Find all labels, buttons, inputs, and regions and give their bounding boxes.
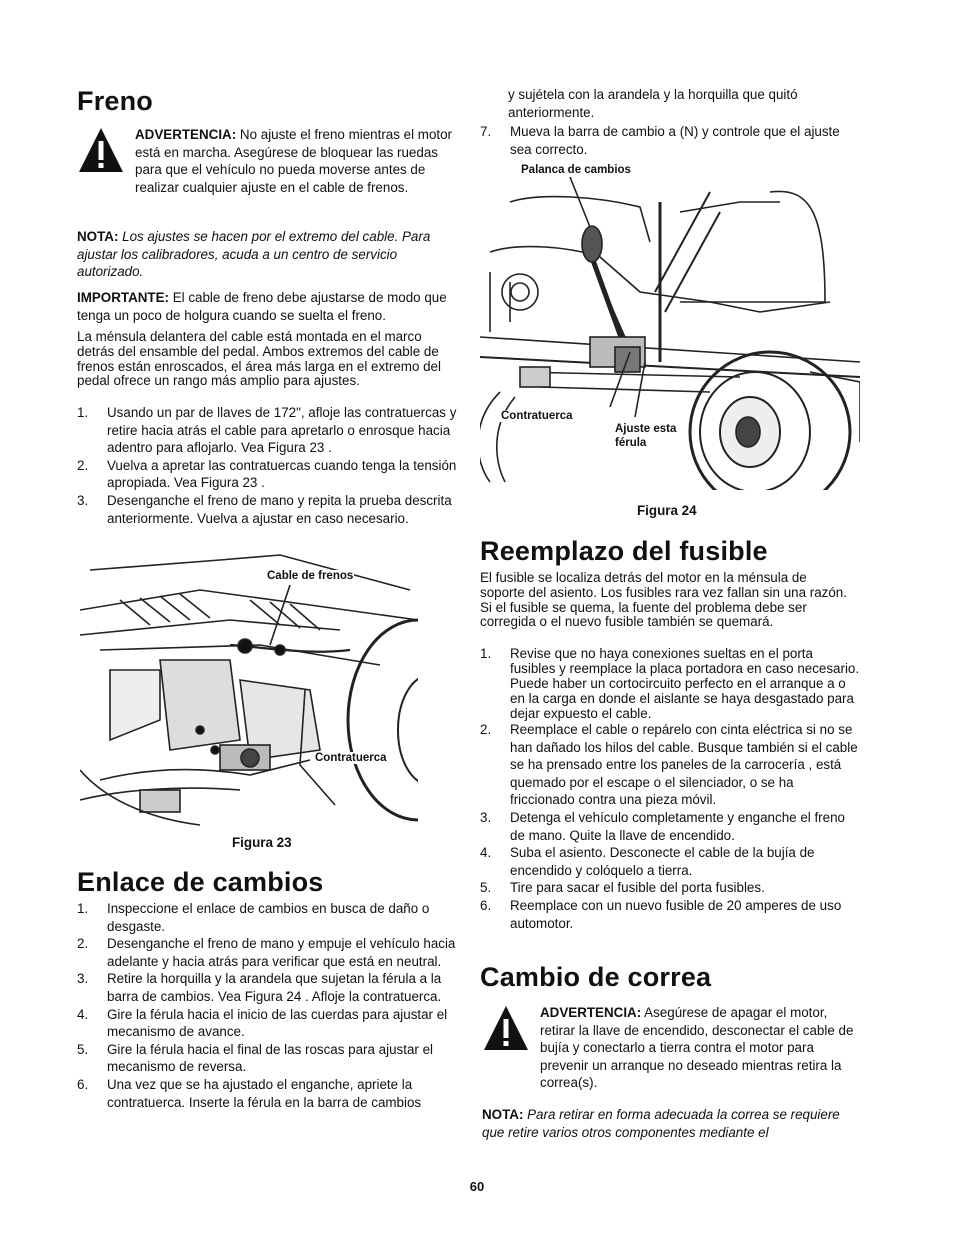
label-cable-de-frenos: Cable de frenos — [267, 570, 354, 582]
label-ajuste-esta-ferula: Ajuste esta férula — [614, 422, 680, 450]
nota-body: Para retirar en forma adecuada la correa se requiere que retire varios otros componentes mediante el — [482, 1107, 840, 1140]
importante-label: IMPORTANTE: — [77, 290, 169, 305]
list-item: 3. Detenga el vehículo completamente y enganche el freno de mano. Quite la llave de encendido. — [480, 809, 845, 843]
nota-label: NOTA: — [482, 1107, 524, 1122]
freno-warning-text — [135, 126, 457, 196]
list-item: 2. Reemplace el cable o repárelo con cinta eléctrica si no se han dañado los hilos del cable. Busque también si el cable se ha prensado entre los paneles de la carrocería , está quemado por el escape o el silenciador, o se ha friccionado contra una pieza móvil. — [480, 722, 858, 808]
label-contratuerca: Contratuerca — [315, 752, 387, 764]
list-item: 4. Suba el asiento. Desconecte el cable de la bujía de encendido y colóquelo a tierra. — [480, 845, 815, 878]
list-item: 6. Reemplace con un nuevo fusible de 20 amperes de uso automotor. — [480, 897, 842, 931]
list-item: 2. Vuelva a apretar las contratuercas cuando tenga la tensión apropiada. Vea Figura 23 . — [77, 457, 457, 491]
enlace-steps — [77, 900, 457, 1111]
list-item: 1. Revise que no haya conexiones sueltas en el porta fusibles y reemplace la placa portadora en caso necesario. Puede haber un cortocircuito perfecto en el arranque a o en la carga en donde el aislante se haya desgastado para dejar expuesto el cable. — [480, 646, 860, 721]
fusible-steps — [480, 646, 860, 932]
page-number: 60 — [469, 1179, 485, 1194]
correa-warning-text — [540, 1004, 860, 1092]
warning-label: ADVERTENCIA: — [540, 1005, 642, 1020]
freno-steps — [77, 404, 457, 527]
enlace-step-7 — [480, 123, 860, 158]
section-title-freno: Freno — [77, 86, 154, 116]
list-item: 7. Mueva la barra de cambio a (N) y controle que el ajuste sea correcto. — [480, 124, 840, 157]
section-title-correa: Cambio de correa — [480, 962, 712, 992]
list-item: 5. Gire la férula hacia el final de las roscas para ajustar el mecanismo de reversa. — [77, 1041, 434, 1075]
nota-body: Los ajustes se hacen por el extremo del cable. Para ajustar los calibradores, acuda a un centro de servicio autorizado. — [77, 229, 431, 280]
freno-nota — [77, 228, 457, 281]
freno-warning — [77, 126, 457, 222]
correa-nota — [482, 1106, 860, 1141]
brake-assembly-illustration — [80, 550, 418, 828]
list-item: 4. Gire la férula hacia el inicio de las cuerdas para ajustar el mecanismo de avance. — [77, 1006, 448, 1040]
warning-triangle-icon — [482, 1004, 530, 1052]
list-item: 1. Usando un par de llaves de 172", afloje las contratuercas y retire hacia atrás el cable para apretarlo o enrosque hacia adentro para aflojarlo. Vea Figura 23 . — [77, 405, 457, 456]
nota-label: NOTA: — [77, 229, 119, 244]
list-item: 3. Desenganche el freno de mano y repita la prueba descrita anteriormente. Vuelva a ajustar en caso necesario. — [77, 492, 452, 526]
list-item: 6. Una vez que se ha ajustado el enganche, apriete la contratuerca. Inserte la férula en la barra de cambios — [77, 1076, 422, 1110]
enlace-continued-text: y sujétela con la arandela y la horquilla que quitó anteriormente. — [508, 87, 798, 120]
freno-importante — [77, 289, 457, 324]
right-column — [480, 0, 860, 1234]
section-title-enlace: Enlace de cambios — [77, 867, 324, 897]
figure-24-shift-lever-photo — [480, 162, 860, 490]
left-column — [77, 0, 457, 1234]
label-contratuerca: Contratuerca — [501, 410, 573, 422]
correa-warning — [482, 1004, 860, 1096]
warning-body: No ajuste el freno mientras el motor está en marcha. Asegúrese de bloquear las ruedas para que el vehículo no pueda moverse antes de realizar cualquier ajuste en el cable de frenos. — [135, 127, 453, 195]
fusible-intro: El fusible se localiza detrás del motor en la ménsula de soporte del asiento. Los fusibles rara vez fallan sin una razón. Si el fusible se quema, la fuente del problema debe ser corregida o el nuevo fusible también se quemará. — [480, 570, 847, 630]
warning-triangle-icon — [77, 126, 125, 174]
figure-24-caption: Figura 24 — [637, 503, 697, 518]
list-item: 1. Inspeccione el enlace de cambios en busca de daño o desgaste. — [77, 901, 430, 934]
list-item: 3. Retire la horquilla y la arandela que sujetan la férula a la barra de cambios. Vea Figura 24 . Afloje la contratuerca. — [77, 971, 442, 1004]
label-palanca-de-cambios: Palanca de cambios — [521, 164, 631, 176]
warning-body: Asegúrese de apagar el motor, retirar la llave de encendido, desconectar el cable de bujía y conectarlo a tierra contra el motor para prevenir un arranque no deseado mientras retira la correa(s). — [540, 1005, 854, 1091]
figure-23-caption: Figura 23 — [232, 835, 292, 850]
warning-label: ADVERTENCIA: — [135, 127, 237, 142]
figure-23-brake-cable-photo — [80, 550, 418, 828]
importante-body: El cable de freno debe ajustarse de modo que tenga un poco de holgura cuando se suelta el freno. — [77, 290, 447, 323]
list-item: 2. Desenganche el freno de mano y empuje el vehículo hacia adelante y hacia atrás para verificar que está en neutral. — [77, 936, 456, 969]
list-item: 5. Tire para sacar el fusible del porta fusibles. — [480, 880, 765, 896]
section-title-fusible: Reemplazo del fusible — [480, 536, 768, 566]
freno-intro: La ménsula delantera del cable está montada en el marco detrás del ensamble del pedal. Ambos extremos del cable de frenos están enroscados, el área más larga en el extremo del pedal ofrece un rango más amplio para ajustes. — [77, 329, 441, 389]
